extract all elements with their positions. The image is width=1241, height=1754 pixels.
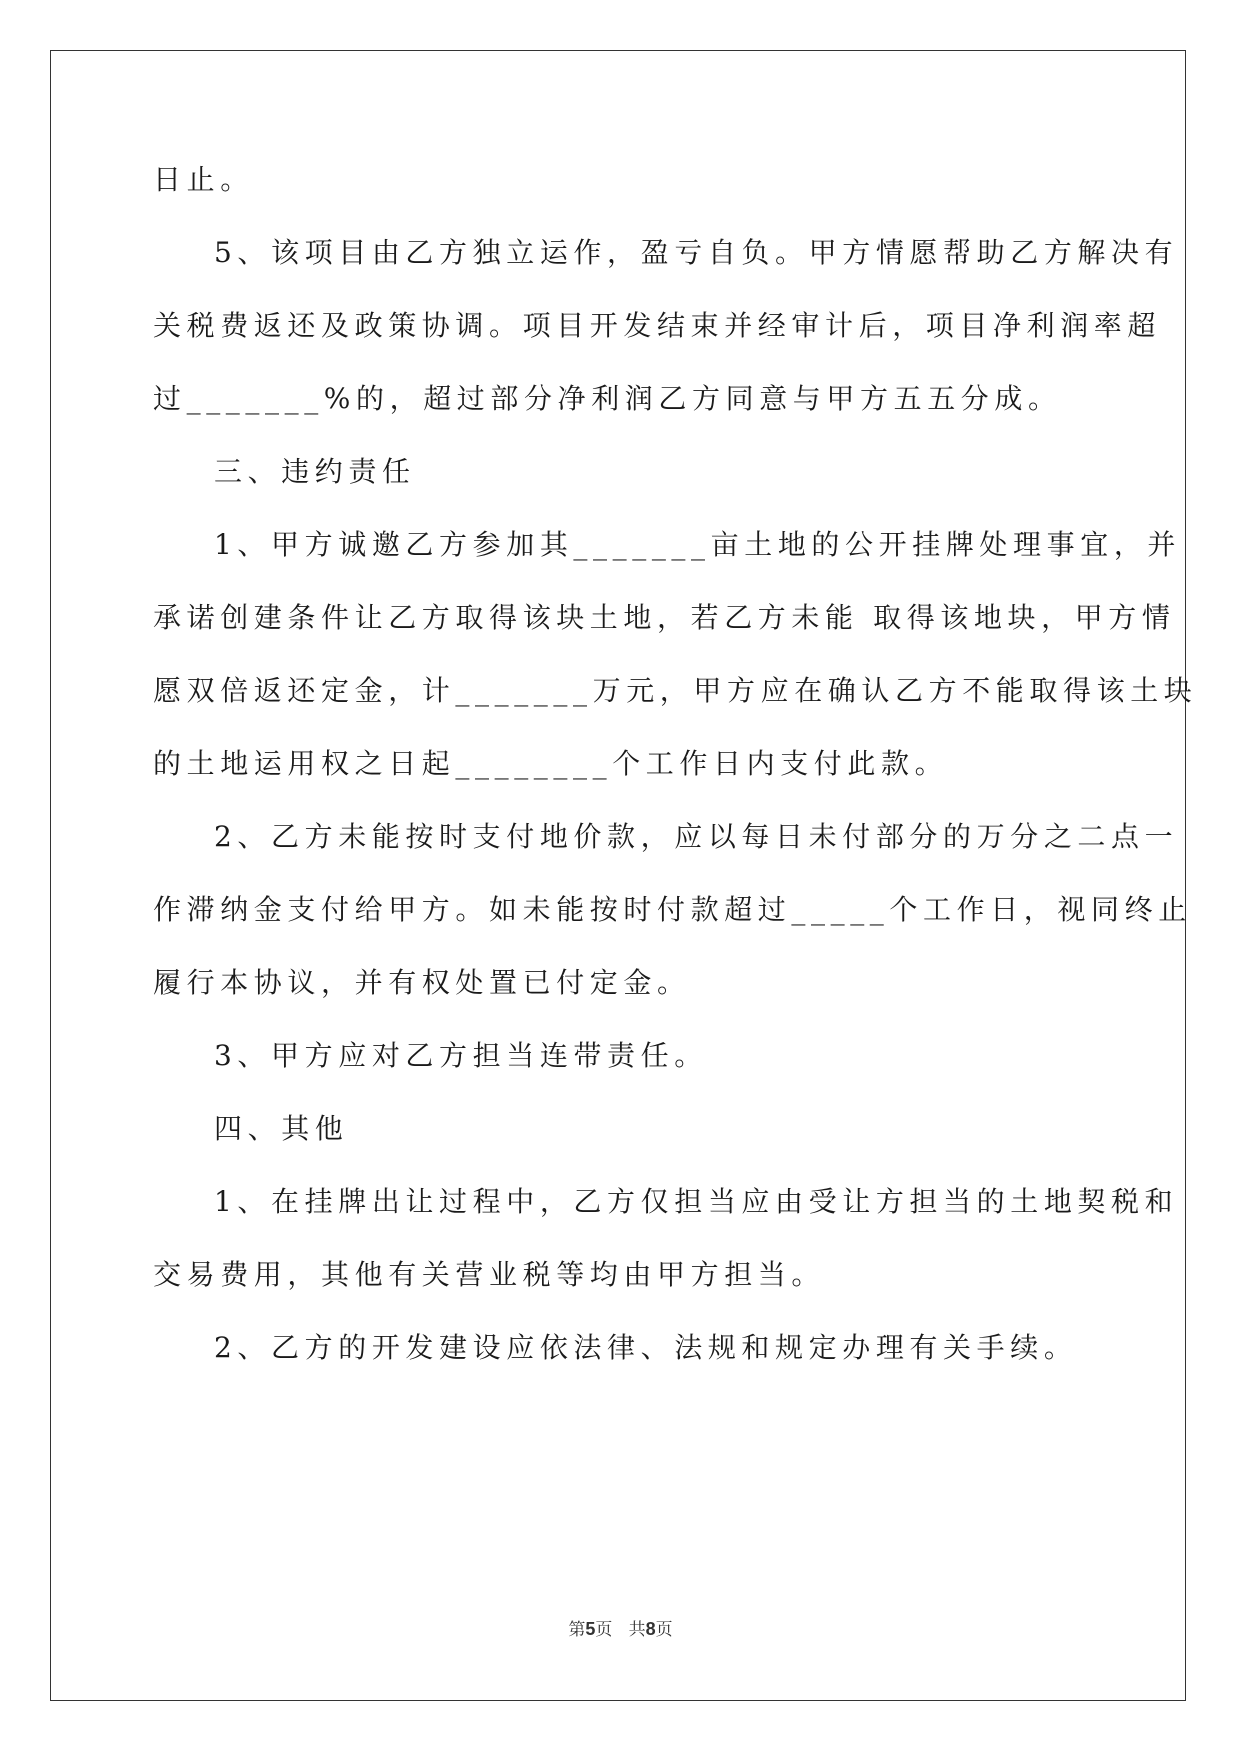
text-line: 1、甲方诚邀乙方参加其_______亩土地的公开挂牌处理事宜，并 [214, 528, 1182, 561]
text-line: 日止。 [153, 163, 254, 196]
section-heading: 四、其他 [214, 1112, 349, 1145]
total-prefix: 共 [628, 1620, 646, 1640]
page-prefix: 第 [568, 1620, 586, 1640]
text-line: 交易费用，其他有关营业税等均由甲方担当。 [153, 1258, 826, 1291]
text-line: 关税费返还及政策协调。项目开发结束并经审计后，项目净利润率超 [153, 309, 1162, 342]
text-line: 2、乙方未能按时支付地价款，应以每日未付部分的万分之二点一 [214, 820, 1179, 853]
total-pages: 8 [645, 1619, 656, 1639]
page-footer [0, 1617, 1241, 1642]
text-line: 2、乙方的开发建设应依法律、法规和规定办理有关手续。 [214, 1331, 1078, 1364]
section-heading: 三、违约责任 [214, 455, 416, 488]
page-number: 5 [585, 1619, 596, 1639]
text-line: 1、在挂牌出让过程中，乙方仅担当应由受让方担当的土地契税和 [214, 1185, 1179, 1218]
text-line: 履行本协议，并有权处置已付定金。 [153, 966, 691, 999]
text-line: 3、甲方应对乙方担当连带责任。 [214, 1039, 708, 1072]
total-suffix: 页 [655, 1620, 673, 1640]
text-line: 的土地运用权之日起________个工作日内支付此款。 [153, 747, 949, 780]
page-border [50, 50, 1186, 1701]
page-suffix: 页 [595, 1620, 613, 1640]
text-line: 作滞纳金支付给甲方。如未能按时付款超过_____个工作日，视同终止 [153, 893, 1192, 926]
text-line: 5、该项目由乙方独立运作，盈亏自负。甲方情愿帮助乙方解决有 [214, 236, 1179, 269]
text-line: 愿双倍返还定金，计_______万元，甲方应在确认乙方不能取得该土块 [153, 674, 1198, 707]
text-line: 过_______%的，超过部分净利润乙方同意与甲方五五分成。 [153, 382, 1062, 415]
text-line: 承诺创建条件让乙方取得该块土地，若乙方未能 取得该地块，甲方情 [153, 601, 1176, 634]
